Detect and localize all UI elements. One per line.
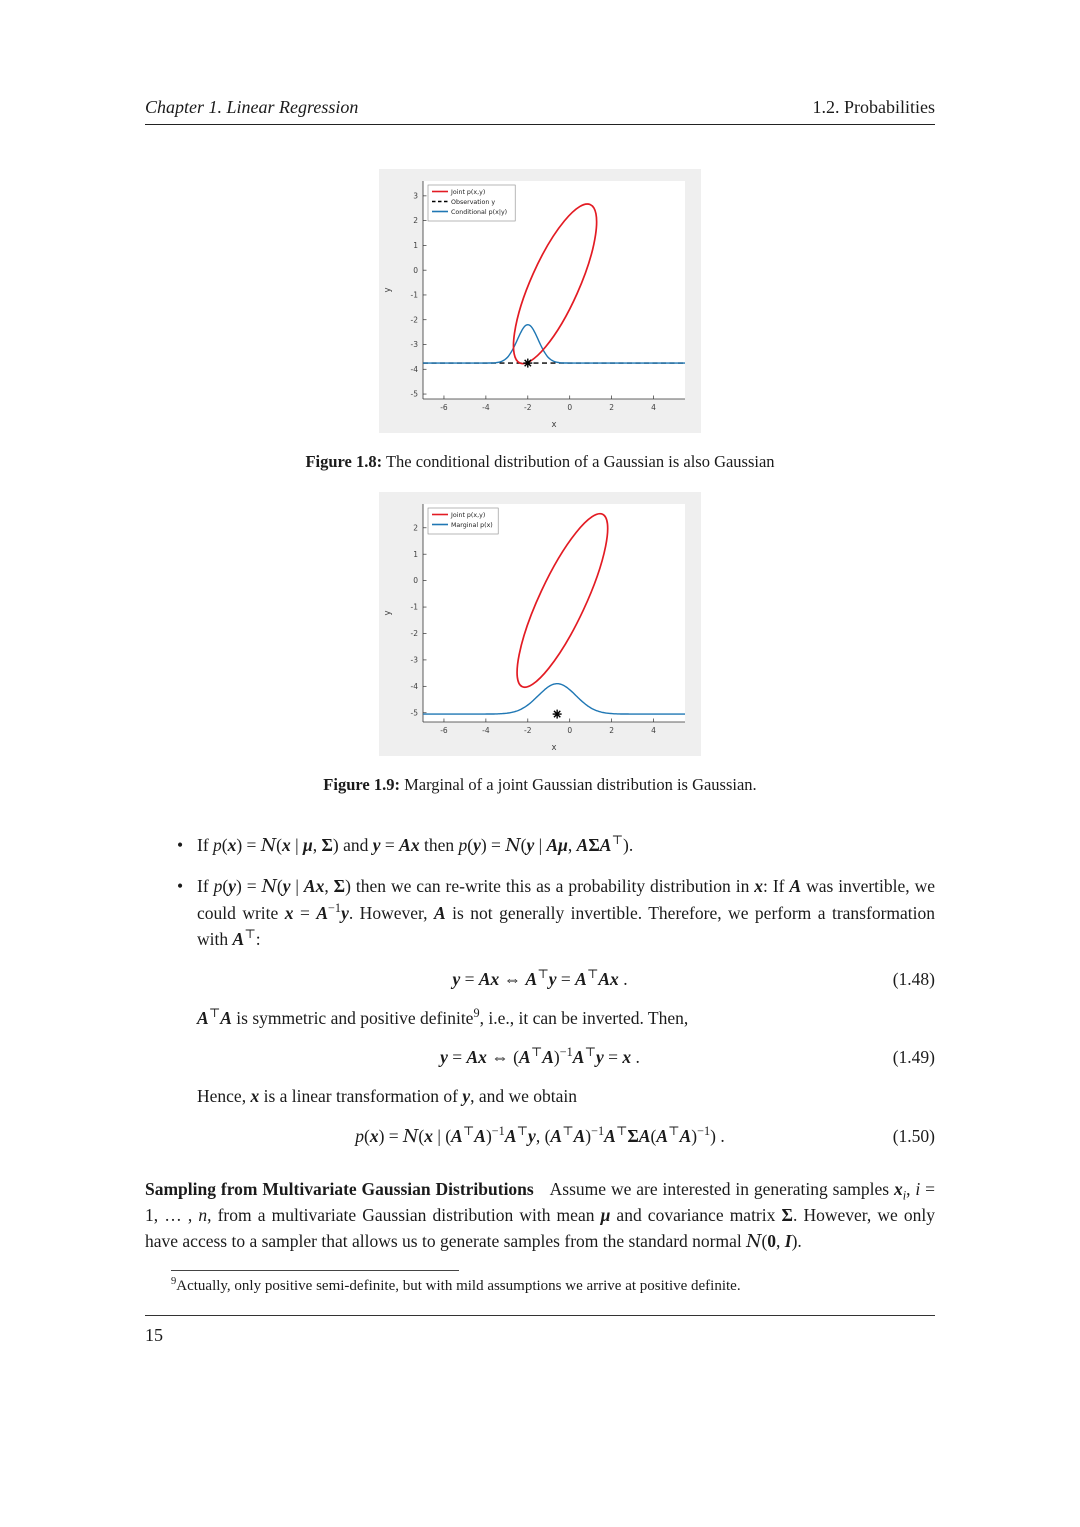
- svg-text:y: y: [383, 287, 393, 293]
- footnote-rule: [171, 1270, 459, 1271]
- equation-1-50: [145, 1126, 935, 1147]
- figure-1-9-caption-label: Figure 1.9:: [323, 775, 400, 794]
- svg-text:-5: -5: [410, 389, 418, 399]
- svg-text:x: x: [551, 743, 557, 753]
- svg-text:-2: -2: [410, 315, 418, 325]
- equation-1-48-body: y = Ax ⇔ A⊤y = A⊤Ax .: [452, 966, 628, 989]
- svg-text:x: x: [551, 420, 557, 430]
- svg-text:3: 3: [413, 191, 418, 201]
- svg-text:0: 0: [567, 403, 573, 412]
- svg-text:1: 1: [413, 549, 418, 559]
- svg-text:-6: -6: [440, 726, 448, 735]
- figure-1-8-caption-label: Figure 1.8:: [305, 452, 383, 471]
- equation-1-48-number: (1.48): [892, 968, 935, 989]
- equation-1-49: [145, 1047, 935, 1068]
- gaussian-marginal-chart: [379, 492, 701, 756]
- svg-text:2: 2: [609, 403, 615, 412]
- sampling-text: Assume we are interested in generating samples $x_i$, i = 1, … , n, from a multivariate Gaussian distribution with mean μ and covariance matrix Σ. However, we only have access to a sampler that allows us to generate samples from the standard normal N(0, I).: [145, 1179, 935, 1253]
- svg-text:2: 2: [609, 726, 615, 735]
- bullet-item-transform-text: If p(x) = N(x | μ, Σ) and y = Ax then p(y) = N(y | Aμ, AΣA⊤).: [197, 833, 634, 856]
- svg-text:Joint p(x,y): Joint p(x,y): [451, 189, 486, 196]
- sampling-paragraph: [145, 1177, 935, 1256]
- figure-1-9-caption: [323, 775, 756, 795]
- equation-1-49-number: (1.49): [892, 1047, 935, 1068]
- bullet-list: [145, 833, 935, 953]
- svg-text:Conditional p(x|y): Conditional p(x|y): [451, 209, 508, 216]
- footer-rule: [145, 1315, 935, 1316]
- footnote: $^9$Actually, only positive semi-definite, but with mild assumptions we arrive at positive definite.: [171, 1276, 741, 1295]
- figure-1-8-caption: [305, 452, 774, 472]
- svg-text:-4: -4: [410, 364, 418, 374]
- paragraph-hence: Hence, x is a linear transformation of y, and we obtain: [197, 1086, 578, 1107]
- svg-text:4: 4: [651, 726, 656, 735]
- sampling-heading: Sampling from Multivariate Gaussian Distributions: [145, 1179, 534, 1200]
- svg-text:2: 2: [413, 216, 418, 226]
- svg-text:Observation y: Observation y: [451, 199, 496, 206]
- svg-text:-4: -4: [410, 681, 418, 691]
- gaussian-conditional-chart: [379, 169, 701, 433]
- svg-text:-5: -5: [410, 708, 418, 718]
- svg-text:2: 2: [413, 523, 418, 533]
- equation-1-49-body: y = Ax ⇔ $(A^⊤A)^{-1}A^⊤y = x$ .: [440, 1045, 640, 1068]
- svg-text:Joint p(x,y): Joint p(x,y): [451, 512, 486, 519]
- svg-text:-3: -3: [410, 340, 418, 350]
- page-number: 15: [145, 1325, 163, 1346]
- bullet-item-rewrite-text: If p(y) = N(y | Ax, Σ) then we can re-write this as a probability distribution in x: If A was invertible, we could write $x = A^{-1}y$. However, A is not generally invertible. Therefore, we perform a transformation with A⊤:: [197, 875, 936, 949]
- bullet-item-rewrite: [175, 874, 935, 953]
- svg-text:-6: -6: [440, 403, 448, 412]
- figure-1-9-caption-text: Marginal of a joint Gaussian distribution is Gaussian.: [404, 775, 757, 794]
- svg-text:-2: -2: [410, 629, 418, 639]
- svg-text:-1: -1: [410, 602, 418, 612]
- figure-1-8: [145, 169, 935, 472]
- equation-1-50-number: (1.50): [892, 1126, 935, 1147]
- equation-1-50-body: p(x) = N(x | $(A^⊤A)^{-1}A^⊤y$, $(A^⊤A)^{-1}A^⊤\Sigma A(A^⊤A)^{-1}$) .: [355, 1124, 725, 1148]
- bullet-item-transform: [175, 833, 935, 860]
- svg-text:1: 1: [413, 241, 418, 251]
- svg-text:-3: -3: [410, 655, 418, 665]
- svg-text:-1: -1: [410, 290, 418, 300]
- svg-text:-4: -4: [482, 403, 490, 412]
- svg-text:4: 4: [651, 403, 656, 412]
- running-head-chapter: Chapter 1. Linear Regression: [145, 97, 359, 117]
- equation-1-48: [145, 966, 935, 990]
- figure-1-8-caption-text: The conditional distribution of a Gaussian is also Gaussian: [385, 452, 775, 471]
- svg-text:0: 0: [413, 265, 418, 275]
- svg-text:0: 0: [567, 726, 573, 735]
- running-head: [145, 96, 935, 118]
- svg-text:-2: -2: [524, 726, 532, 735]
- paragraph-symmetric: A⊤A is symmetric and positive definite$^9$, i.e., it can be inverted. Then,: [197, 1005, 689, 1028]
- running-head-section: 1.2. Probabilities: [812, 97, 935, 117]
- svg-text:-2: -2: [524, 403, 532, 412]
- svg-text:0: 0: [413, 576, 418, 586]
- header-rule: [145, 124, 935, 125]
- svg-text:-4: -4: [482, 726, 490, 735]
- svg-text:y: y: [383, 610, 393, 616]
- svg-text:Marginal p(x): Marginal p(x): [451, 522, 493, 529]
- figure-1-9: [145, 492, 935, 795]
